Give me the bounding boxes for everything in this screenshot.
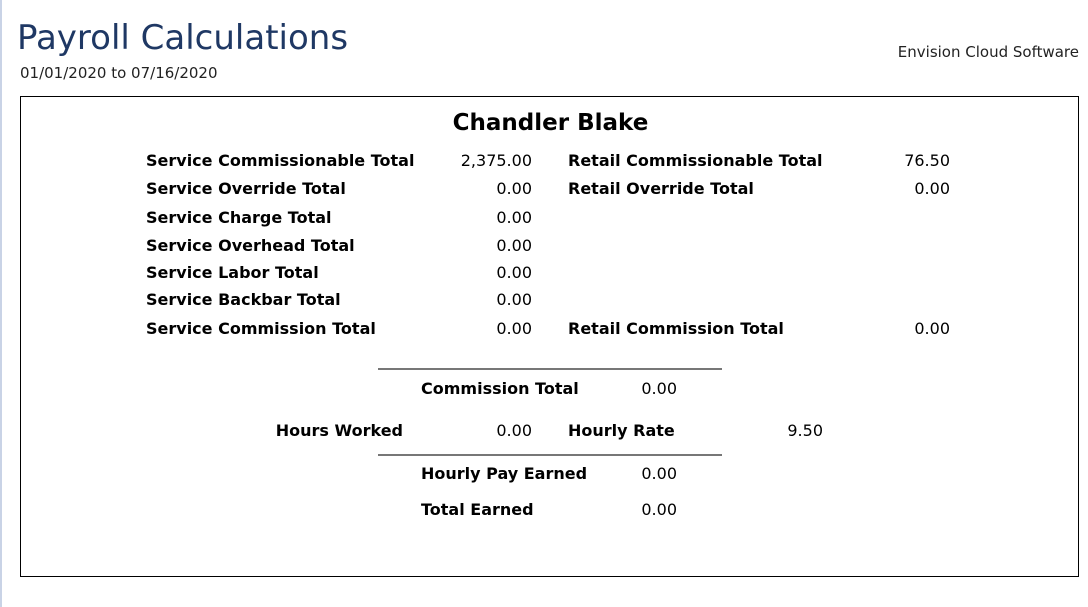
hourly-pay-earned-value: 0.00 bbox=[641, 464, 677, 483]
retail-commission-total-label: Retail Commission Total bbox=[568, 319, 784, 338]
service-overhead-total-value: 0.00 bbox=[496, 236, 532, 255]
service-labor-total-label: Service Labor Total bbox=[146, 263, 319, 282]
company-name: Envision Cloud Software bbox=[897, 43, 1079, 61]
retail-commissionable-total-value: 76.50 bbox=[904, 151, 950, 170]
retail-commissionable-total-label: Retail Commissionable Total bbox=[568, 151, 823, 170]
service-commission-total-value: 0.00 bbox=[496, 319, 532, 338]
service-commissionable-total-value: 2,375.00 bbox=[460, 151, 532, 170]
hours-worked-value: 0.00 bbox=[496, 421, 532, 440]
service-overhead-total-label: Service Overhead Total bbox=[146, 236, 355, 255]
retail-override-total-value: 0.00 bbox=[914, 179, 950, 198]
retail-override-total-label: Retail Override Total bbox=[568, 179, 754, 198]
summary-divider-bottom bbox=[378, 454, 722, 456]
employee-name: Chandler Blake bbox=[452, 110, 649, 136]
hourly-pay-earned-label: Hourly Pay Earned bbox=[421, 464, 588, 483]
service-override-total-value: 0.00 bbox=[496, 179, 532, 198]
service-override-total-label: Service Override Total bbox=[146, 179, 346, 198]
service-charge-total-value: 0.00 bbox=[496, 208, 532, 227]
total-earned-value: 0.00 bbox=[641, 500, 677, 519]
service-commission-total-label: Service Commission Total bbox=[146, 319, 376, 338]
hourly-rate-value: 9.50 bbox=[787, 421, 823, 440]
hourly-rate-label: Hourly Rate bbox=[568, 421, 675, 440]
service-backbar-total-value: 0.00 bbox=[496, 290, 532, 309]
left-edge-rule bbox=[0, 0, 2, 607]
service-commissionable-total-label: Service Commissionable Total bbox=[146, 151, 415, 170]
service-labor-total-value: 0.00 bbox=[496, 263, 532, 282]
summary-divider-top bbox=[378, 368, 722, 370]
commission-total-label: Commission Total bbox=[421, 379, 579, 398]
date-range: 01/01/2020 to 07/16/2020 bbox=[20, 64, 218, 82]
service-backbar-total-label: Service Backbar Total bbox=[146, 290, 341, 309]
payroll-card bbox=[20, 96, 1079, 577]
service-charge-total-label: Service Charge Total bbox=[146, 208, 332, 227]
page-title: Payroll Calculations bbox=[17, 18, 349, 58]
total-earned-label: Total Earned bbox=[421, 500, 534, 519]
hours-worked-label: Hours Worked bbox=[275, 421, 403, 440]
retail-commission-total-value: 0.00 bbox=[914, 319, 950, 338]
commission-total-value: 0.00 bbox=[641, 379, 677, 398]
